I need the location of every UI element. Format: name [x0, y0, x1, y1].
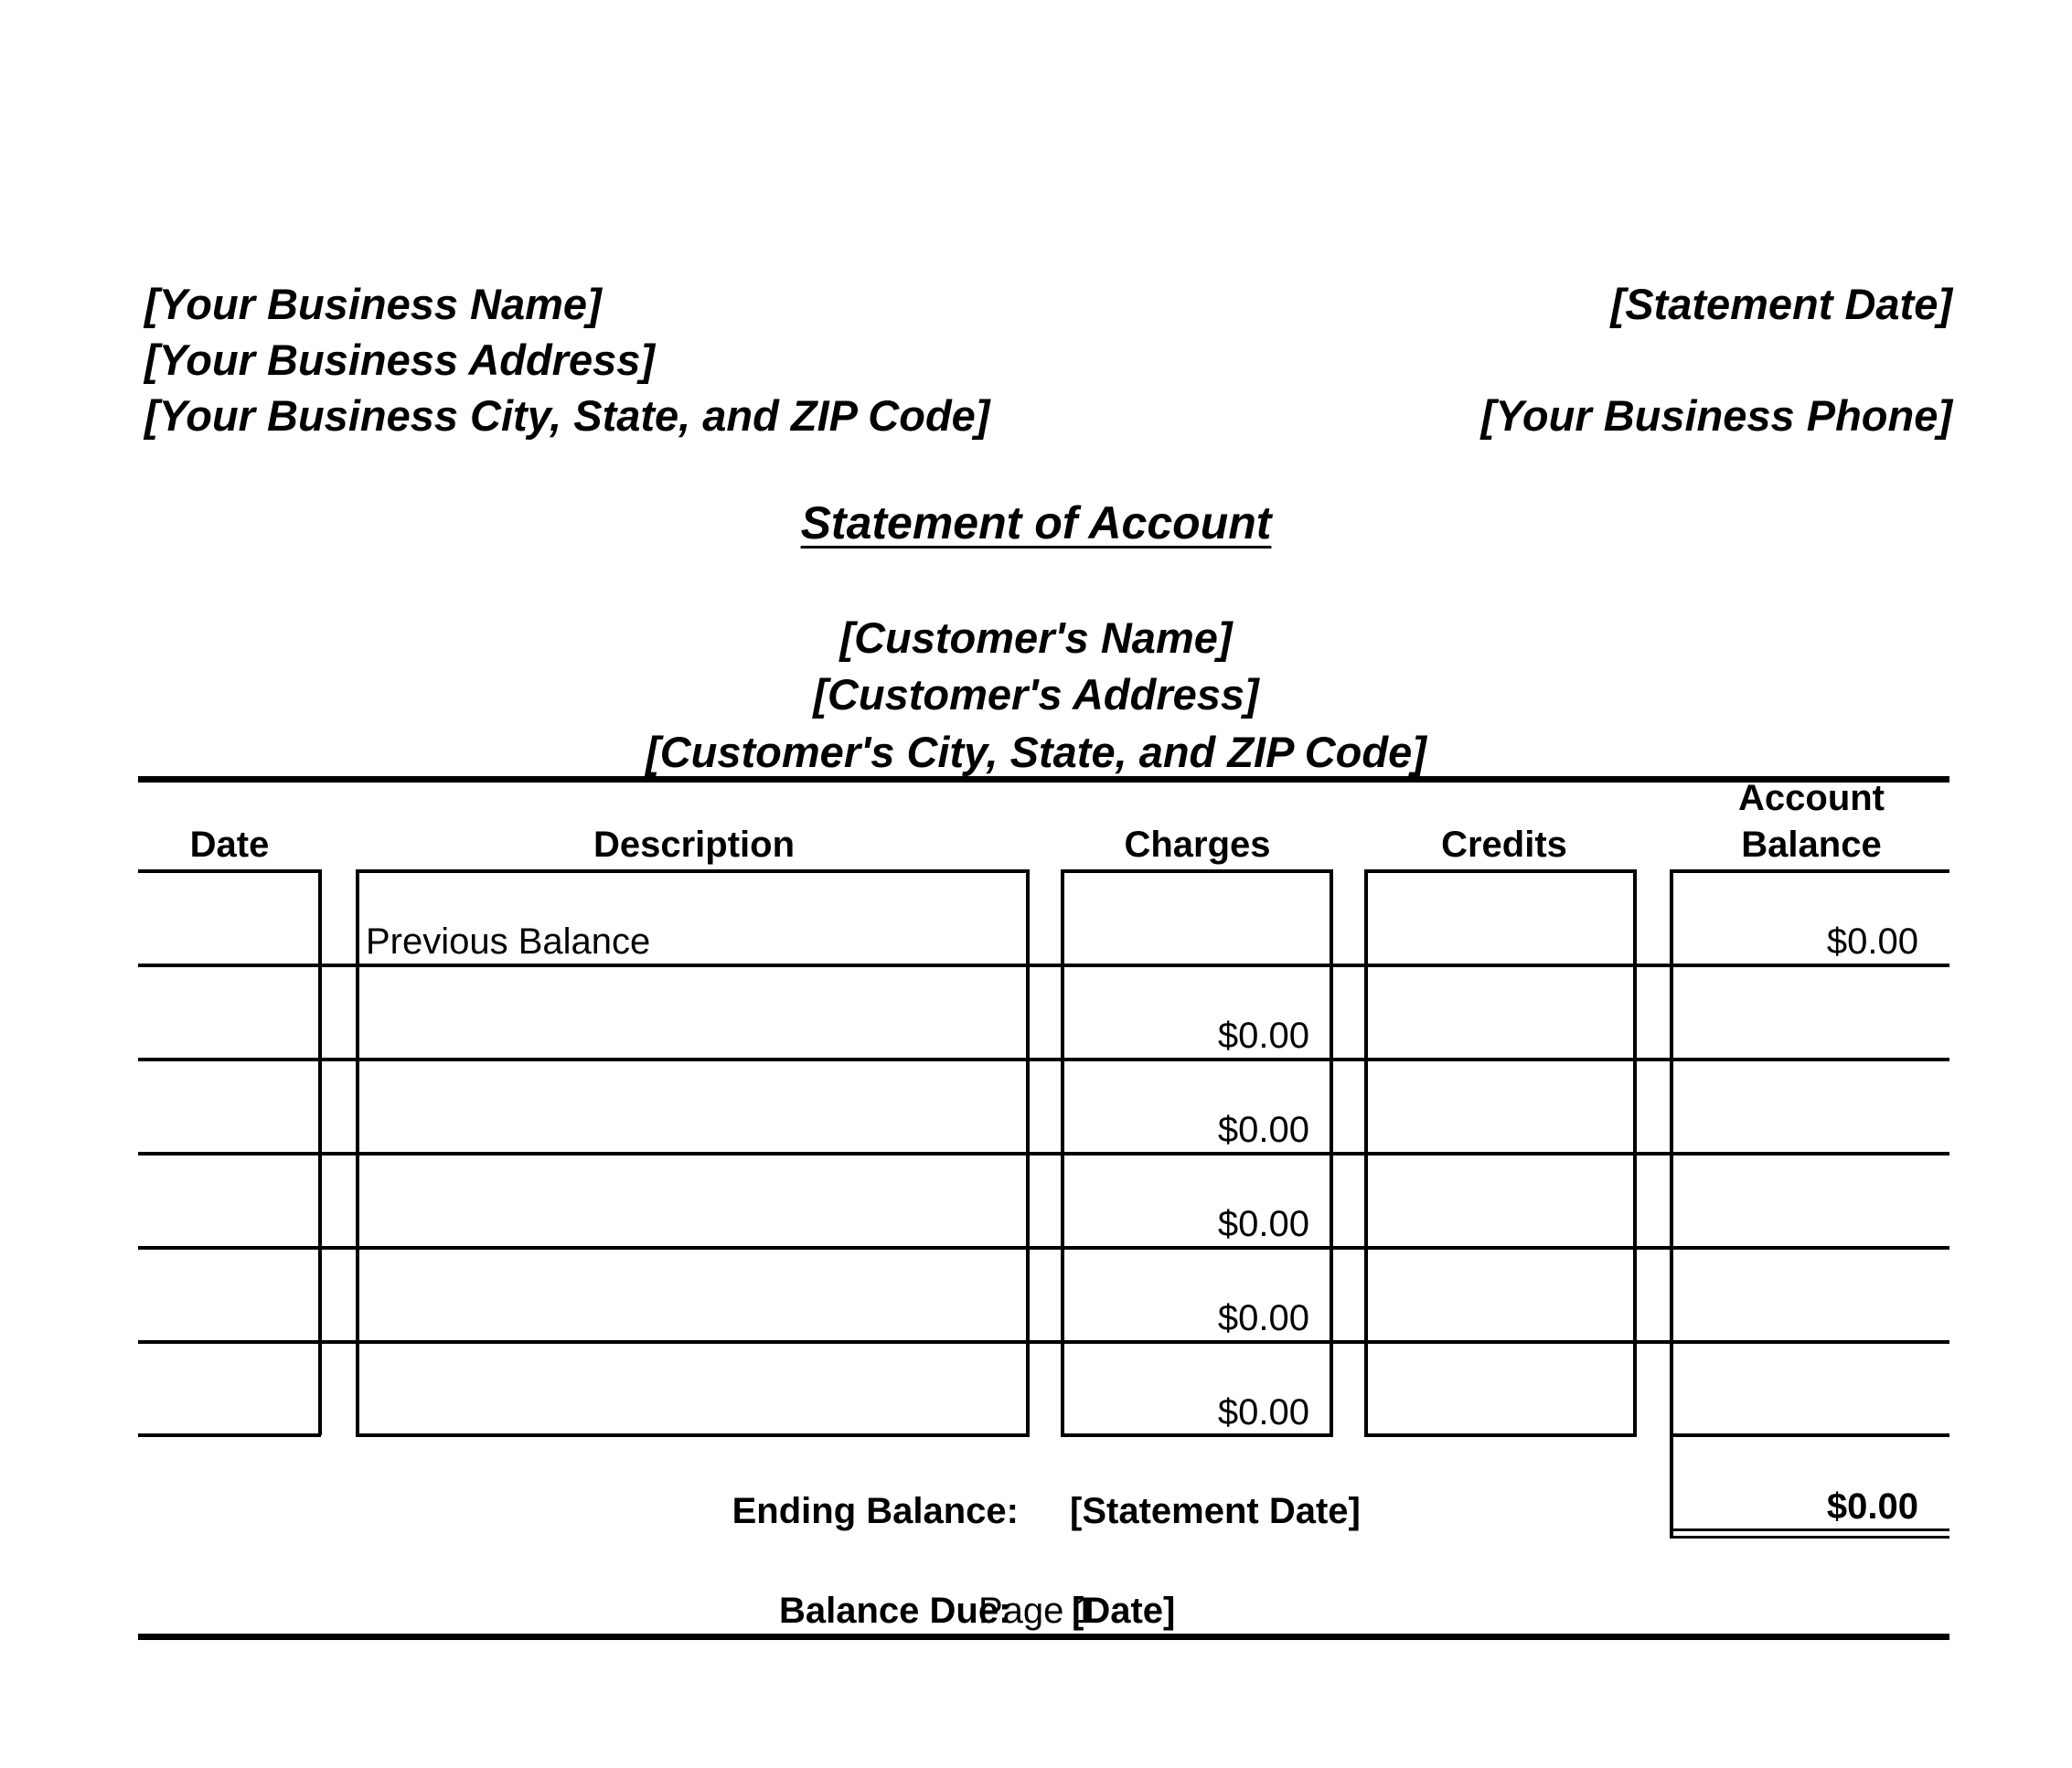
row-charges: $0.00 [1217, 1016, 1309, 1056]
header-account-balance [1673, 775, 1949, 868]
header-account-balance-line2: Balance [1741, 825, 1882, 865]
bottom-rule [138, 1634, 1949, 1640]
ending-balance-underline [1670, 1528, 1949, 1531]
header-date: Date [189, 825, 270, 865]
ending-balance-amount: $0.00 [1826, 1486, 1918, 1527]
header-charges: Charges [1124, 825, 1271, 865]
balance-due-label: Balance Due: [779, 1591, 1011, 1631]
header-credits: Credits [1441, 825, 1567, 865]
row-line [1364, 869, 1637, 873]
business-name: [Your Business Name] [144, 280, 602, 328]
ending-balance-label: Ending Balance: [732, 1491, 1019, 1531]
business-city-state-zip: [Your Business City, State, and ZIP Code] [144, 391, 990, 440]
row-charges: $0.00 [1217, 1110, 1309, 1150]
page-title: Statement of Account [800, 497, 1272, 549]
ending-balance-date: [Statement Date] [1070, 1491, 1361, 1531]
page-number: Page 1 [978, 1591, 1095, 1631]
row-charges: $0.00 [1217, 1392, 1309, 1433]
statement-date: [Statement Date] [1610, 280, 1952, 328]
ending-balance-double-underline [1670, 1536, 1949, 1539]
row-line [1670, 1433, 1949, 1437]
row-line [138, 1340, 1949, 1344]
header-description: Description [593, 825, 796, 865]
row-description: Previous Balance [366, 921, 651, 962]
row-line [138, 1152, 1949, 1156]
row-balance: $0.00 [1826, 921, 1918, 962]
row-line [138, 1246, 1949, 1250]
row-line [356, 869, 1030, 873]
row-charges: $0.00 [1217, 1204, 1309, 1244]
row-line [1364, 1433, 1637, 1437]
row-line [1670, 869, 1949, 873]
customer-name: [Customer's Name] [839, 613, 1233, 662]
balance-due-date: [Date] [1072, 1591, 1176, 1631]
row-line [1061, 1433, 1333, 1437]
row-line [138, 1433, 321, 1437]
row-charges: $0.00 [1217, 1298, 1309, 1338]
customer-address: [Customer's Address] [813, 670, 1259, 719]
row-line [356, 1433, 1030, 1437]
business-address: [Your Business Address] [144, 335, 656, 384]
row-line [138, 1058, 1949, 1061]
row-line [1061, 869, 1333, 873]
business-phone: [Your Business Phone] [1480, 391, 1952, 440]
header-account-balance-line1: Account [1738, 778, 1885, 818]
row-line [138, 964, 1949, 967]
customer-city-state-zip: [Customer's City, State, and ZIP Code] [646, 728, 1426, 776]
row-line [138, 869, 321, 873]
